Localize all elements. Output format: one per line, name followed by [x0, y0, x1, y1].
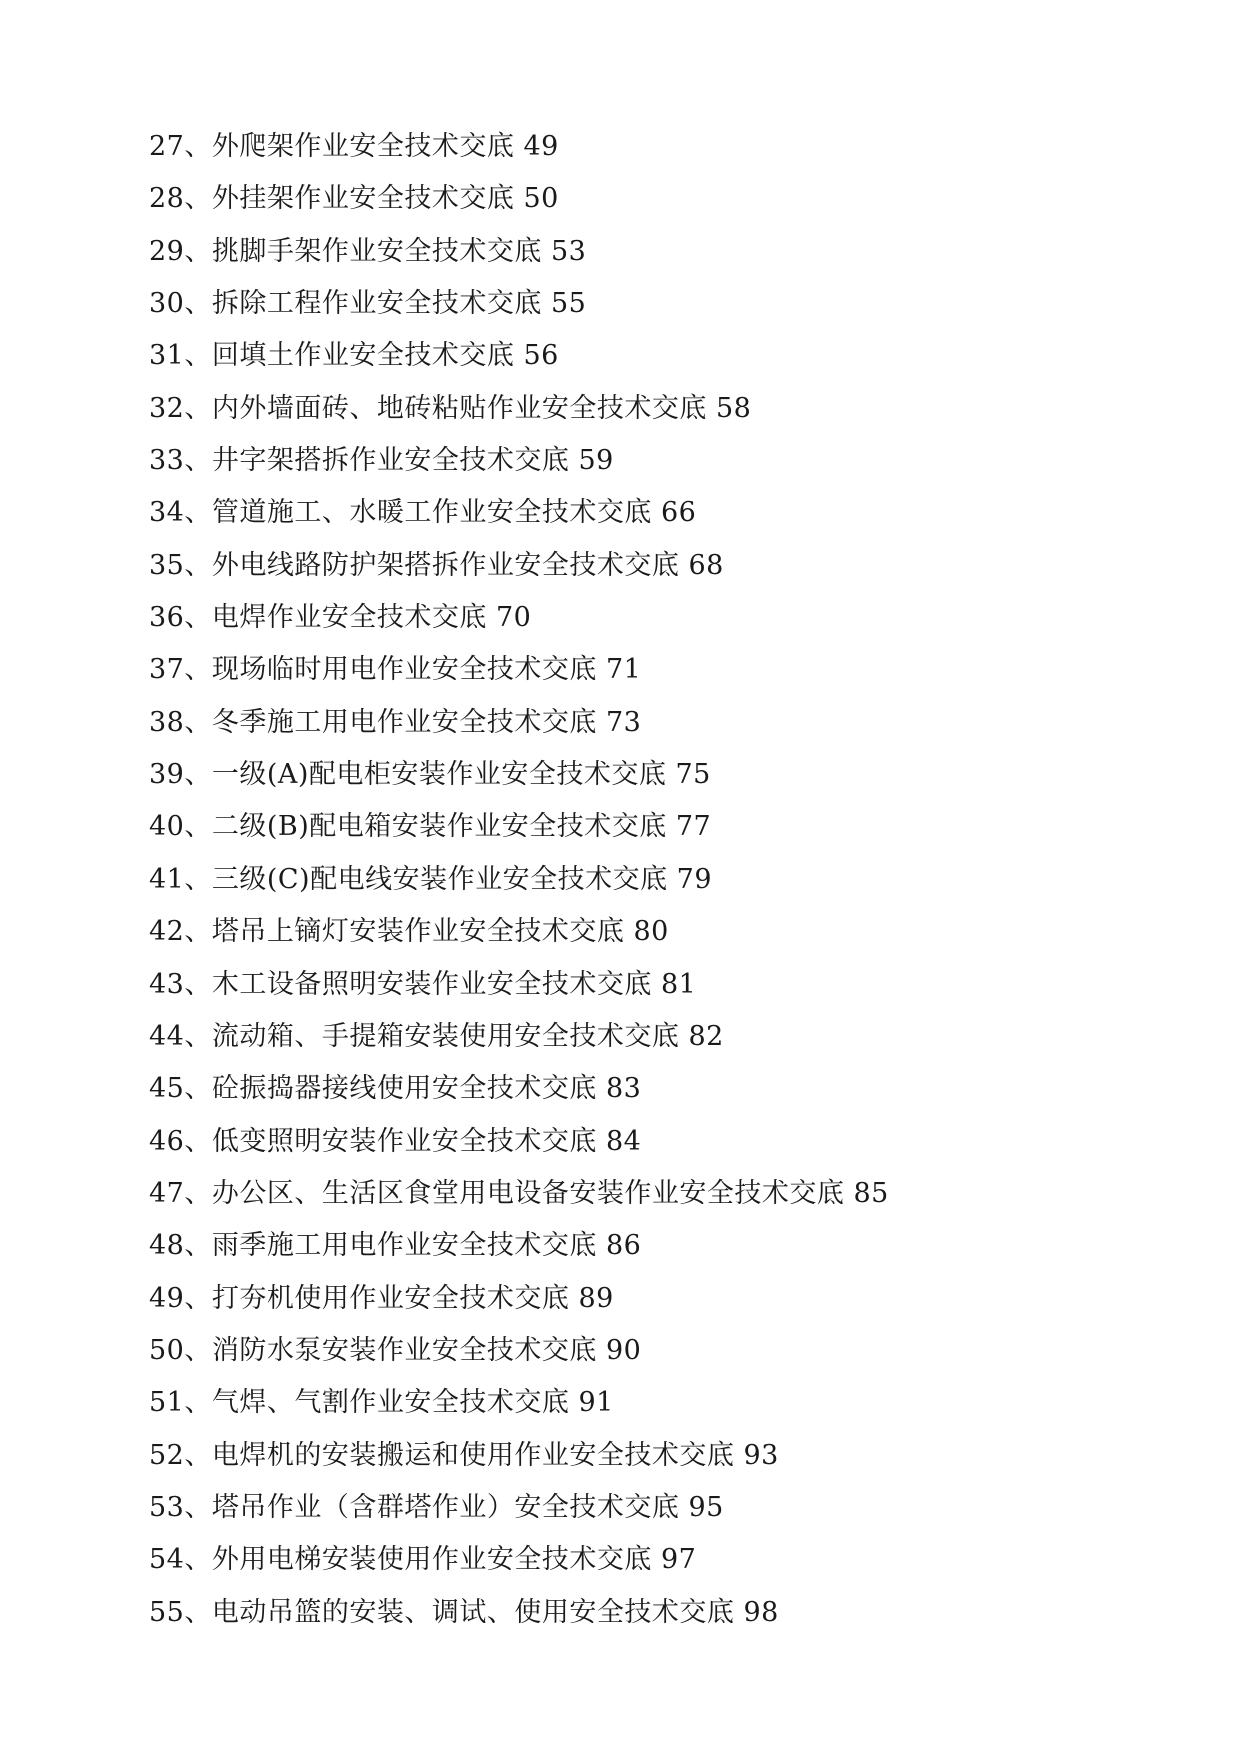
toc-entry-text: 33、井字架搭拆作业安全技术交底 59 — [149, 445, 614, 477]
toc-entry-text: 29、挑脚手架作业安全技术交底 53 — [149, 235, 587, 267]
toc-entry — [149, 592, 889, 644]
toc-entry — [149, 1063, 889, 1115]
toc-entry-text: 53、塔吊作业（含群塔作业）安全技术交底 95 — [149, 1491, 724, 1523]
toc-entry-text: 48、雨季施工用电作业安全技术交底 86 — [149, 1230, 642, 1262]
toc-entry — [149, 173, 889, 225]
toc-entry — [149, 1116, 889, 1168]
toc-entry — [149, 1377, 889, 1429]
toc-entry — [149, 1482, 889, 1534]
toc-entry — [149, 854, 889, 906]
toc-entry-text: 51、气焊、气割作业安全技术交底 91 — [149, 1387, 614, 1419]
toc-entry-text: 49、打夯机使用作业安全技术交底 89 — [149, 1282, 614, 1314]
toc-entry — [149, 435, 889, 487]
toc-entry — [149, 697, 889, 749]
toc-entry-text: 36、电焊作业安全技术交底 70 — [149, 602, 532, 634]
toc-entry-text: 52、电焊机的安装搬运和使用作业安全技术交底 93 — [149, 1439, 779, 1471]
toc-entry-text: 31、回填土作业安全技术交底 56 — [149, 340, 559, 372]
toc-entry-text: 27、外爬架作业安全技术交底 49 — [149, 131, 559, 162]
toc-entry-text: 47、办公区、生活区食堂用电设备安装作业安全技术交底 85 — [149, 1177, 889, 1209]
toc-entry — [149, 644, 889, 696]
toc-entry-text: 45、砼振捣器接线使用安全技术交底 83 — [149, 1073, 642, 1105]
toc-entry — [149, 1430, 889, 1482]
toc-entry — [149, 1587, 889, 1639]
toc-entry — [149, 121, 889, 173]
toc-entry-text: 38、冬季施工用电作业安全技术交底 73 — [149, 706, 642, 738]
toc-entry-text: 44、流动箱、手提箱安装使用安全技术交底 82 — [149, 1020, 724, 1052]
toc-entry — [149, 906, 889, 958]
toc-entry-text: 35、外电线路防护架搭拆作业安全技术交底 68 — [149, 549, 724, 581]
toc-entry — [149, 226, 889, 278]
toc-entry — [149, 801, 889, 853]
toc-entry — [149, 1325, 889, 1377]
toc-entry — [149, 383, 889, 435]
toc-entry — [149, 1273, 889, 1325]
toc-entry — [149, 1220, 889, 1272]
toc-entry — [149, 540, 889, 592]
toc-list — [149, 121, 889, 1639]
toc-entry-text: 55、电动吊篮的安装、调试、使用安全技术交底 98 — [149, 1596, 779, 1628]
toc-entry-text: 34、管道施工、水暖工作业安全技术交底 66 — [149, 497, 697, 529]
toc-entry-text: 43、木工设备照明安装作业安全技术交底 81 — [149, 968, 697, 1000]
toc-entry-text: 40、二级(B)配电箱安装作业安全技术交底 77 — [149, 811, 712, 843]
toc-entry-text: 32、内外墙面砖、地砖粘贴作业安全技术交底 58 — [149, 392, 752, 424]
toc-entry-text: 39、一级(A)配电柜安装作业安全技术交底 75 — [149, 759, 711, 791]
toc-entry — [149, 278, 889, 330]
toc-entry-text: 50、消防水泵安装作业安全技术交底 90 — [149, 1334, 642, 1366]
toc-entry — [149, 959, 889, 1011]
toc-entry-text: 30、拆除工程作业安全技术交底 55 — [149, 288, 587, 320]
toc-entry — [149, 330, 889, 382]
toc-entry-text: 28、外挂架作业安全技术交底 50 — [149, 183, 559, 215]
toc-entry-text: 41、三级(C)配电线安装作业安全技术交底 79 — [149, 863, 713, 895]
toc-entry — [149, 1534, 889, 1586]
toc-entry — [149, 1011, 889, 1063]
toc-entry-text: 54、外用电梯安装使用作业安全技术交底 97 — [149, 1544, 697, 1576]
toc-entry — [149, 487, 889, 539]
toc-entry-text: 37、现场临时用电作业安全技术交底 71 — [149, 654, 642, 686]
toc-entry — [149, 749, 889, 801]
toc-entry — [149, 1168, 889, 1220]
toc-entry-text: 46、低变照明安装作业安全技术交底 84 — [149, 1125, 642, 1157]
toc-entry-text: 42、塔吊上镝灯安装作业安全技术交底 80 — [149, 916, 669, 948]
